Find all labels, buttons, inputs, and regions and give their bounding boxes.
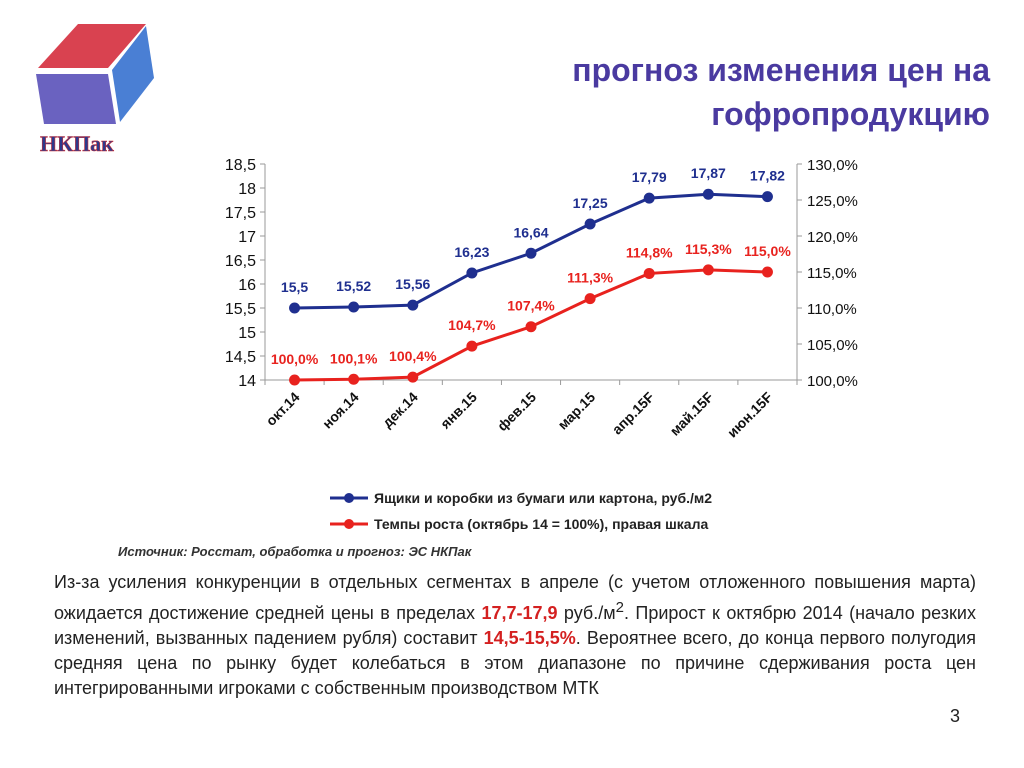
- right-tick-label: 100,0%: [807, 373, 858, 390]
- right-tick-label: 125,0%: [807, 193, 858, 210]
- title-line-1: прогноз изменения цен на: [572, 52, 990, 88]
- data-label: 16,64: [513, 224, 549, 241]
- right-tick-label: 130,0%: [807, 157, 858, 174]
- data-point: [526, 248, 537, 259]
- left-tick-label: 14,5: [224, 349, 256, 366]
- left-tick-label: 16: [238, 277, 256, 294]
- data-label: 115,0%: [744, 243, 791, 259]
- right-tick-label: 115,0%: [807, 265, 857, 282]
- data-label: 15,52: [336, 278, 372, 295]
- left-tick-label: 17: [238, 229, 256, 246]
- left-tick-label: 14: [238, 373, 256, 390]
- left-tick-label: 18,5: [224, 157, 256, 174]
- category-label: май.15F: [666, 388, 717, 439]
- source-note: Источник: Росстат, обработка и прогноз: ЭС НКПак: [118, 544, 472, 559]
- legend-label: Темпы роста (октябрь 14 = 100%), правая шкала: [374, 516, 709, 532]
- data-label: 114,8%: [625, 244, 673, 261]
- left-tick-label: 15: [238, 325, 256, 342]
- data-label: 107,4%: [507, 297, 555, 314]
- legend-marker: [344, 519, 354, 529]
- data-point: [466, 267, 477, 278]
- data-point: [348, 302, 359, 313]
- data-point: [289, 375, 300, 386]
- data-label: 104,7%: [448, 317, 496, 334]
- data-label: 17,25: [572, 195, 608, 211]
- data-point: [703, 189, 714, 200]
- left-tick-label: 16,5: [224, 253, 256, 270]
- data-point: [289, 303, 300, 314]
- category-label: июн.15F: [723, 388, 776, 441]
- data-point: [585, 219, 596, 230]
- category-label: фев.15: [493, 388, 540, 435]
- data-label: 15,56: [395, 276, 431, 293]
- right-axis-ticks: [797, 157, 858, 390]
- data-label: 15,5: [280, 279, 309, 295]
- growth-range-highlight: 14,5-15,5%: [483, 628, 576, 648]
- category-label: дек.14: [379, 388, 421, 431]
- chart-axes: [265, 164, 797, 380]
- left-tick-label: 17,5: [224, 205, 256, 222]
- category-axis-ticks: [263, 380, 797, 440]
- body-paragraph: [54, 570, 976, 701]
- data-point: [644, 193, 655, 204]
- data-label: 100,4%: [389, 348, 437, 365]
- category-label: ноя.14: [319, 388, 362, 432]
- data-point: [585, 293, 596, 304]
- data-label: 17,79: [631, 169, 667, 186]
- legend-label: Ящики и коробки из бумаги или картона, руб./м2: [374, 490, 713, 506]
- body-text-2: руб./м: [557, 603, 616, 623]
- data-point: [762, 191, 773, 202]
- data-label: 16,23: [454, 243, 490, 260]
- chart-series: [271, 165, 792, 385]
- data-point: [526, 321, 537, 332]
- body-text-1: Из-за усиления конкуренции в отдельных сегментах в апреле (с учетом отложенного повышения марта) ожидается достижение средней цены в пределах: [54, 572, 976, 623]
- unit-superscript: 2: [615, 599, 624, 616]
- data-point: [466, 341, 477, 352]
- data-point: [644, 268, 655, 279]
- category-label: янв.15: [437, 388, 481, 432]
- category-label: апр.15F: [608, 388, 658, 438]
- data-point: [703, 264, 714, 275]
- left-tick-label: 15,5: [224, 301, 256, 318]
- right-tick-label: 110,0%: [807, 301, 857, 318]
- price-range-highlight: 17,7-17,9: [481, 603, 558, 623]
- title-line-2: гофропродукцию: [711, 96, 990, 132]
- logo-text: НКПак: [40, 131, 114, 156]
- data-label: 115,3%: [684, 240, 732, 257]
- chart-legend: [330, 490, 712, 532]
- left-axis-ticks: [225, 157, 265, 390]
- right-tick-label: 105,0%: [807, 337, 858, 354]
- body-text-3: . Прирост к октябрю 2014 (начало резких изменений, вызванных падением рубля) составит: [54, 603, 976, 648]
- data-label: 100,1%: [329, 350, 378, 367]
- data-label: 111,3%: [567, 269, 614, 286]
- category-label: мар.15: [554, 388, 599, 433]
- left-tick-label: 18: [238, 181, 256, 198]
- data-label: 17,82: [749, 167, 785, 184]
- data-label: 17,87: [690, 165, 726, 182]
- data-point: [762, 267, 773, 278]
- data-point: [348, 374, 359, 385]
- data-point: [407, 300, 418, 311]
- legend-marker: [344, 493, 354, 503]
- body-text-4: . Вероятнее всего, до конца первого полугодия средняя цена по рынку будет колебаться в этом диапазоне по причине сдерживания роста цен интегрированными игроками с собственным производством МТК: [54, 628, 976, 698]
- right-tick-label: 120,0%: [807, 229, 858, 246]
- data-label: 100,0%: [270, 351, 319, 367]
- category-label: окт.14: [262, 388, 303, 429]
- page-number: 3: [950, 706, 961, 726]
- data-point: [407, 372, 418, 383]
